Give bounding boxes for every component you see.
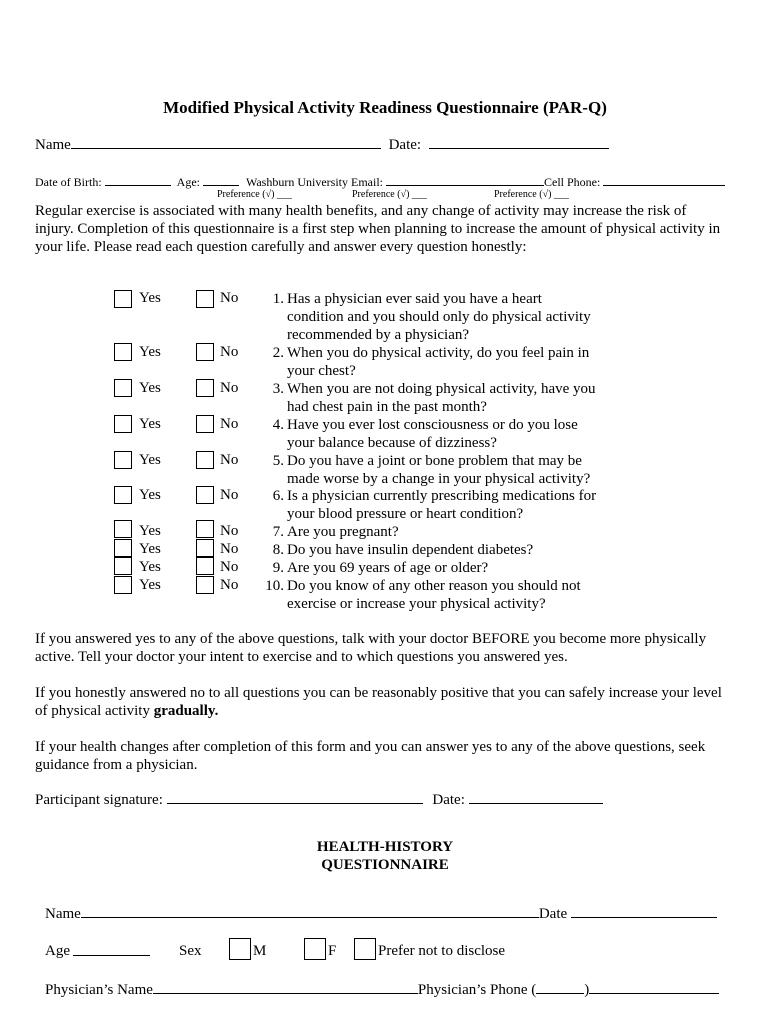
- question-text: Is a physician currently prescribing medications for: [287, 488, 597, 504]
- question-text: Has a physician ever said you have a heart: [287, 291, 542, 307]
- yes-label: Yes: [139, 523, 161, 539]
- age-field[interactable]: [203, 175, 239, 186]
- question-2: [262, 344, 589, 380]
- q1-no-checkbox[interactable]: [196, 290, 214, 308]
- pref-cell[interactable]: Preference (√) ___: [494, 189, 569, 200]
- yes-label: Yes: [139, 541, 161, 557]
- para-answered-yes: If you answered yes to any of the above questions, talk with your doctor BEFORE you become more physically active. Tell your doctor your intent to exercise and to which questions you answered yes.: [35, 631, 707, 665]
- question-text-cont: made worse by a change in your physical activity?: [287, 471, 591, 487]
- q8-yes-checkbox[interactable]: [114, 539, 132, 557]
- question-number: 8.: [272, 542, 284, 558]
- question-text-cont: condition and you should only do physical activity: [287, 309, 591, 325]
- question-text-cont: recommended by a physician?: [287, 327, 470, 343]
- yes-label: Yes: [139, 577, 161, 593]
- question-text: Do you know of any other reason you should not: [287, 578, 581, 594]
- question-text: Are you 69 years of age or older?: [287, 560, 489, 576]
- yes-label: Yes: [139, 416, 161, 432]
- health-history-heading: HEALTH-HISTORY: [316, 839, 454, 855]
- question-text: Are you pregnant?: [287, 524, 399, 540]
- question-text-cont: your chest?: [287, 363, 356, 379]
- yes-label: Yes: [139, 344, 161, 360]
- hh-age-field[interactable]: [73, 943, 150, 961]
- q10-no-checkbox[interactable]: [196, 576, 214, 594]
- date-label: Date:: [388, 137, 422, 153]
- question-3: [262, 380, 596, 416]
- no-label: No: [220, 559, 239, 575]
- no-label: No: [220, 487, 239, 503]
- sex-m-label: M: [253, 943, 267, 959]
- question-8: [262, 541, 533, 559]
- q5-no-checkbox[interactable]: [196, 451, 214, 469]
- name-row: [35, 136, 609, 154]
- sex-f-checkbox[interactable]: [304, 938, 326, 960]
- question-text-cont: exercise or increase your physical activity?: [287, 596, 546, 612]
- q2-no-checkbox[interactable]: [196, 343, 214, 361]
- contact-row: [35, 175, 725, 190]
- question-6: [262, 487, 596, 523]
- sex-prefer-not-checkbox[interactable]: [354, 938, 376, 960]
- question-number: 6.: [272, 488, 284, 504]
- name-label: Name: [35, 137, 71, 153]
- physician-phone-label: Physician’s Phone (: [417, 982, 537, 998]
- physician-area-code-field[interactable]: [536, 981, 584, 994]
- no-label: No: [220, 541, 239, 557]
- signature-date-label: Date:: [432, 792, 465, 808]
- q3-yes-checkbox[interactable]: [114, 379, 132, 397]
- hh-date-field[interactable]: [571, 905, 717, 918]
- question-text-cont: had chest pain in the past month?: [287, 399, 487, 415]
- question-10: [262, 577, 581, 613]
- question-7: [262, 523, 399, 541]
- yes-label: Yes: [139, 380, 161, 396]
- para-answered-no-bold: gradually.: [153, 703, 219, 719]
- physician-phone-close: ): [584, 982, 590, 998]
- cell-label: Cell Phone:: [544, 175, 601, 189]
- q8-no-checkbox[interactable]: [196, 539, 214, 557]
- no-label: No: [220, 416, 239, 432]
- question-4: [262, 416, 578, 452]
- signature-label: Participant signature:: [35, 792, 163, 808]
- hh-name-row: [45, 905, 717, 923]
- intro-paragraph: Regular exercise is associated with many health benefits, and any change of activity may increase the risk of injury. Completion of this questionnaire is a first step when planning to increase the amount of physical activity in your life. Please read each question carefully and answer every question honestly:: [35, 203, 721, 255]
- q6-yes-checkbox[interactable]: [114, 486, 132, 504]
- physician-name-field[interactable]: [153, 981, 418, 994]
- dob-label: Date of Birth:: [35, 175, 102, 189]
- q5-yes-checkbox[interactable]: [114, 451, 132, 469]
- name-field[interactable]: [71, 136, 381, 149]
- q6-no-checkbox[interactable]: [196, 486, 214, 504]
- pref-email[interactable]: Preference (√) ___: [352, 189, 427, 200]
- question-number: 9.: [272, 560, 284, 576]
- para-health-changes: If your health changes after completion of this form and you can answer yes to any of the above questions, seek guidance from a physician.: [35, 739, 706, 773]
- question-9: [262, 559, 488, 577]
- hh-age-label: Age: [45, 943, 70, 959]
- question-number: 10.: [265, 578, 284, 594]
- question-5: [262, 452, 590, 488]
- q9-no-checkbox[interactable]: [196, 557, 214, 575]
- q3-no-checkbox[interactable]: [196, 379, 214, 397]
- page-title: Modified Physical Activity Readiness Questionnaire (PAR-Q): [163, 98, 607, 117]
- signature-row: [35, 791, 603, 809]
- q4-yes-checkbox[interactable]: [114, 415, 132, 433]
- question-number: 2.: [272, 345, 284, 361]
- q2-yes-checkbox[interactable]: [114, 343, 132, 361]
- hh-name-label: Name: [45, 906, 81, 922]
- date-field[interactable]: [429, 136, 609, 149]
- hh-sex-label: Sex: [179, 943, 202, 959]
- question-text: When you do physical activity, do you feel pain in: [287, 345, 590, 361]
- q1-yes-checkbox[interactable]: [114, 290, 132, 308]
- physician-name-label: Physician’s Name: [45, 982, 153, 998]
- para-answered-no: [35, 684, 725, 720]
- yes-label: Yes: [139, 452, 161, 468]
- q4-no-checkbox[interactable]: [196, 415, 214, 433]
- email-label: Washburn University Email:: [245, 175, 383, 189]
- yes-label: Yes: [139, 487, 161, 503]
- question-number: 3.: [272, 381, 284, 397]
- question-text-cont: your balance because of dizziness?: [287, 435, 497, 451]
- question-text: Have you ever lost consciousness or do you lose: [287, 417, 578, 433]
- dob-field[interactable]: [105, 175, 171, 186]
- q7-yes-checkbox[interactable]: [114, 520, 132, 538]
- yes-label: Yes: [139, 559, 161, 575]
- sex-f-label: F: [328, 943, 337, 959]
- no-label: No: [220, 523, 239, 539]
- question-text: Do you have a joint or bone problem that may be: [287, 453, 582, 469]
- no-label: No: [220, 452, 239, 468]
- question-number: 7.: [272, 524, 284, 540]
- health-history-heading-2: QUESTIONNAIRE: [321, 857, 449, 873]
- question-1: [262, 290, 591, 344]
- question-text: Do you have insulin dependent diabetes?: [287, 542, 534, 558]
- signature-date-field[interactable]: [469, 791, 603, 804]
- age-label: Age:: [176, 175, 200, 189]
- q10-yes-checkbox[interactable]: [114, 576, 132, 594]
- yes-label: Yes: [139, 290, 161, 306]
- q9-yes-checkbox[interactable]: [114, 557, 132, 575]
- pref-age[interactable]: Preference (√) ___: [217, 189, 292, 200]
- question-text: When you are not doing physical activity, have you: [287, 381, 596, 397]
- sex-prefer-not-label: Prefer not to disclose: [378, 943, 506, 959]
- signature-field[interactable]: [167, 791, 423, 804]
- physician-row: [45, 981, 719, 999]
- physician-phone-field[interactable]: [589, 981, 719, 994]
- email-field[interactable]: [386, 175, 544, 186]
- question-number: 4.: [272, 417, 284, 433]
- para-answered-no-text: If you honestly answered no to all questions you can be reasonably positive that you can safely increase your level of physical activity: [35, 685, 722, 719]
- question-text-cont: your blood pressure or heart condition?: [287, 506, 524, 522]
- q7-no-checkbox[interactable]: [196, 520, 214, 538]
- no-label: No: [220, 290, 239, 306]
- no-label: No: [220, 344, 239, 360]
- question-number: 1.: [272, 291, 284, 307]
- question-number: 5.: [272, 453, 284, 469]
- no-label: No: [220, 577, 239, 593]
- no-label: No: [220, 380, 239, 396]
- hh-name-field[interactable]: [81, 905, 539, 918]
- hh-date-label: Date: [538, 906, 568, 922]
- sex-m-checkbox[interactable]: [229, 938, 251, 960]
- cell-field[interactable]: [603, 175, 725, 186]
